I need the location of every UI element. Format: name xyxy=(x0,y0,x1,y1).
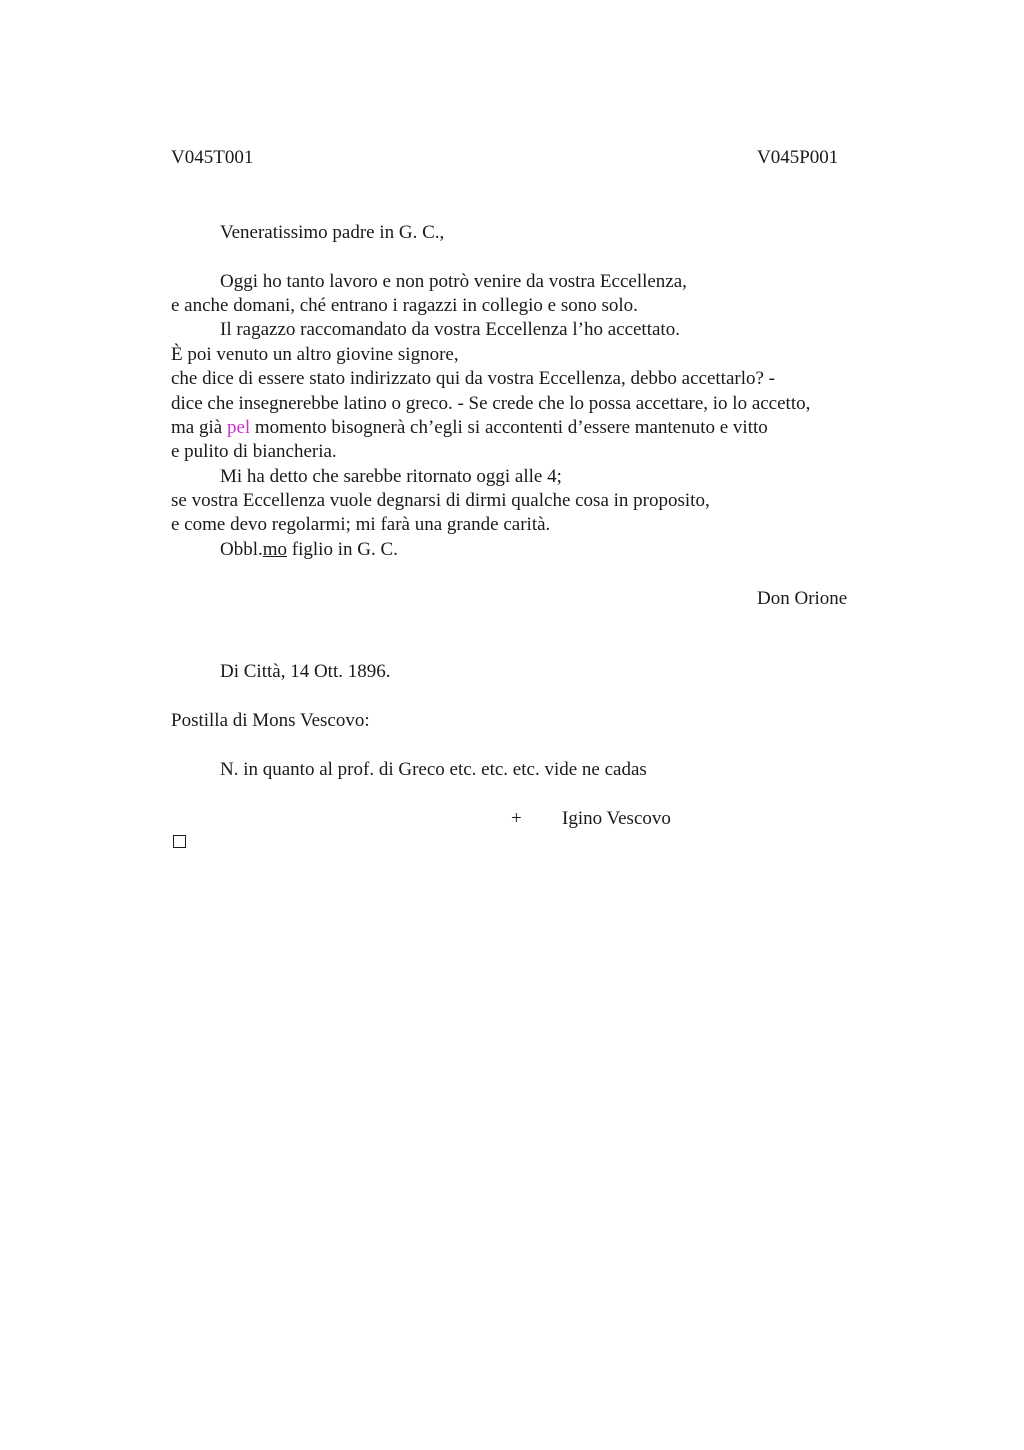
closing-prefix: Obbl. xyxy=(220,539,263,560)
letter-line: se vostra Eccellenza vuole degnarsi di dirmi qualche cosa in proposito, xyxy=(171,490,710,511)
letter-line: Mi ha detto che sarebbe ritornato oggi alle 4; xyxy=(220,466,562,487)
closing-underlined: mo xyxy=(262,539,288,560)
highlighted-word: pel xyxy=(226,417,251,438)
line-text: momento bisognerà ch’egli si accontenti d’essere mantenuto e vitto xyxy=(250,417,768,438)
postscript-heading: Postilla di Mons Vescovo: xyxy=(171,710,370,731)
letter-line: Oggi ho tanto lavoro e non potrò venire da vostra Eccellenza, xyxy=(220,271,687,292)
line-text: ma già xyxy=(171,417,227,438)
letter-line: e come devo regolarmi; mi farà una grande carità. xyxy=(171,514,551,535)
letter-line: che dice di essere stato indirizzato qui da vostra Eccellenza, debbo accettarlo? - xyxy=(171,368,776,389)
letter-line: e pulito di biancheria. xyxy=(171,441,337,462)
right-code: V045P001 xyxy=(757,147,839,168)
salutation: Veneratissimo padre in G. C., xyxy=(220,222,445,243)
bishop-signature: Igino Vescovo xyxy=(562,808,671,829)
empty-square-icon xyxy=(173,835,186,848)
closing xyxy=(220,538,398,562)
closing-suffix: figlio in G. C. xyxy=(287,539,398,560)
letter-line: dice che insegnerebbe latino o greco. - Se crede che lo possa accettare, io lo accetto, xyxy=(171,393,811,414)
signature: Don Orione xyxy=(757,588,848,609)
left-code: V045T001 xyxy=(171,147,254,168)
letter-line: È poi venuto un altro giovine signore, xyxy=(171,344,459,365)
letter-line xyxy=(171,416,768,440)
date: Di Città, 14 Ott. 1896. xyxy=(220,661,391,682)
letter-line: Il ragazzo raccomandato da vostra Eccellenza l’ho accettato. xyxy=(220,319,680,340)
cross-symbol: + xyxy=(511,808,522,829)
letter-line: e anche domani, ché entrano i ragazzi in collegio e sono solo. xyxy=(171,295,638,316)
postscript-text: N. in quanto al prof. di Greco etc. etc. etc. vide ne cadas xyxy=(220,759,647,780)
